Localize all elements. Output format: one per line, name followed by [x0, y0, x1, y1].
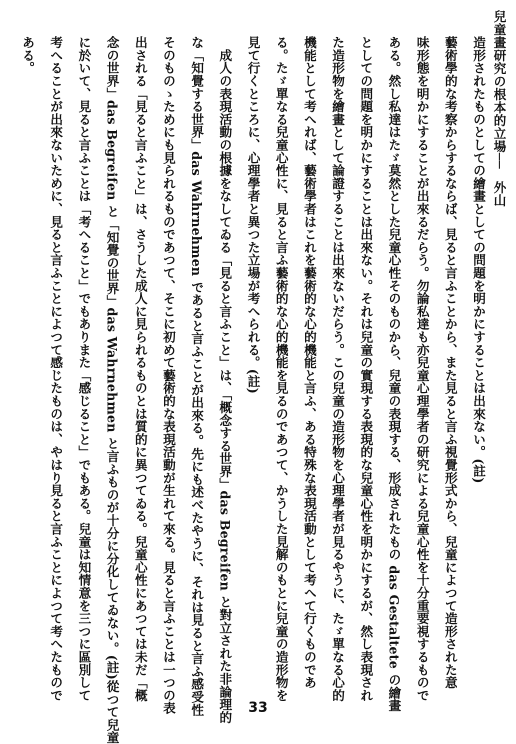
text-line: な「知覺する世界」das Wahrnehmen であると言ふことが出來る。先にも述べたやうに、それは見ると言ふ感受性: [189, 36, 205, 717]
text-line: としての問題を明かにすることは出來ない。それは兒童の實現する表現的な兒童心性を明かにするが、然し表現され: [358, 36, 374, 702]
header-author: 外山: [492, 181, 507, 207]
header-title: 兒童畫研究の根本的立場: [492, 10, 507, 153]
text-line: 成人の表現活動の根據をなしてゐる「見ると言ふこと」は、「概念する世界」das Begreifen と對立された非論理的: [217, 36, 233, 724]
text-line: そのものゝためにも見られるものであつて、そこに初めて藝術的な表現活動が生れて來る。見ると言ふことは一つの表: [160, 36, 176, 715]
text-line: ある。然し私達はたゞ莫然とした兒童心性そのものから、兒童の表現する、形成されたもの das Gestaltete の繪畫: [386, 36, 402, 712]
page-number: 33: [248, 700, 268, 716]
text-line: 見て行くところに、心理學者と異つた立場が考へられる。(註): [245, 36, 261, 394]
running-header: [490, 10, 508, 650]
text-line: 造形されたものとしての繪畫としての問題を明かにすることは出來ない。(註): [471, 36, 486, 484]
text-line: ある。: [20, 36, 35, 75]
text-line: 味形態を明かにすることが出來るだらう。勿論私達も亦兒童心理學者の研究による兒童心性を十分重要視するもので: [414, 36, 430, 702]
text-line: に於いて、見ると言ふことは「考へること」でもありまた「感じること」でもある。兒童は知情意を三つに區別して: [76, 36, 92, 702]
text-line: 考へることが出來ないために、見ると言ふことによつて感じたものは、やはり見ると言ふことによつて考へたもので: [48, 36, 64, 702]
text-line: 機能として考へれば、藝術學者はこれを藝術的な心的機能と言ふ、ある特殊な表現活動として考へて行くものであ: [301, 36, 317, 689]
text-line: る。たゞ單なる兒童心性に、見ると言ふ藝術的な心的機能を見るのであつて、かうした見解のもとに兒童の造形物を: [273, 36, 289, 702]
text-line: 出される「見ると言ふこと」は、さうした成人に見られるものとは質的に異つてゐる。兒童心性にあつては未だ「概: [132, 36, 148, 702]
text-line: た造形物を繪畫として論證することは出來ないだらう。この兒童の造形物を心理學者が見るやうに、たゞ單なる心的: [330, 36, 346, 702]
text-line: 念の世界」das Begreifen と「知覺の世界」das Wahrnehmen と言ふものが十分に分化してゐない。(註)從つて兒童: [104, 36, 120, 744]
header-dash: ──: [492, 153, 507, 170]
text-line: 藝術學的な考察からするならば、見ると言ふことから、また見ると言ふ視覺形式から、兒童によつて造形された意: [442, 36, 458, 689]
